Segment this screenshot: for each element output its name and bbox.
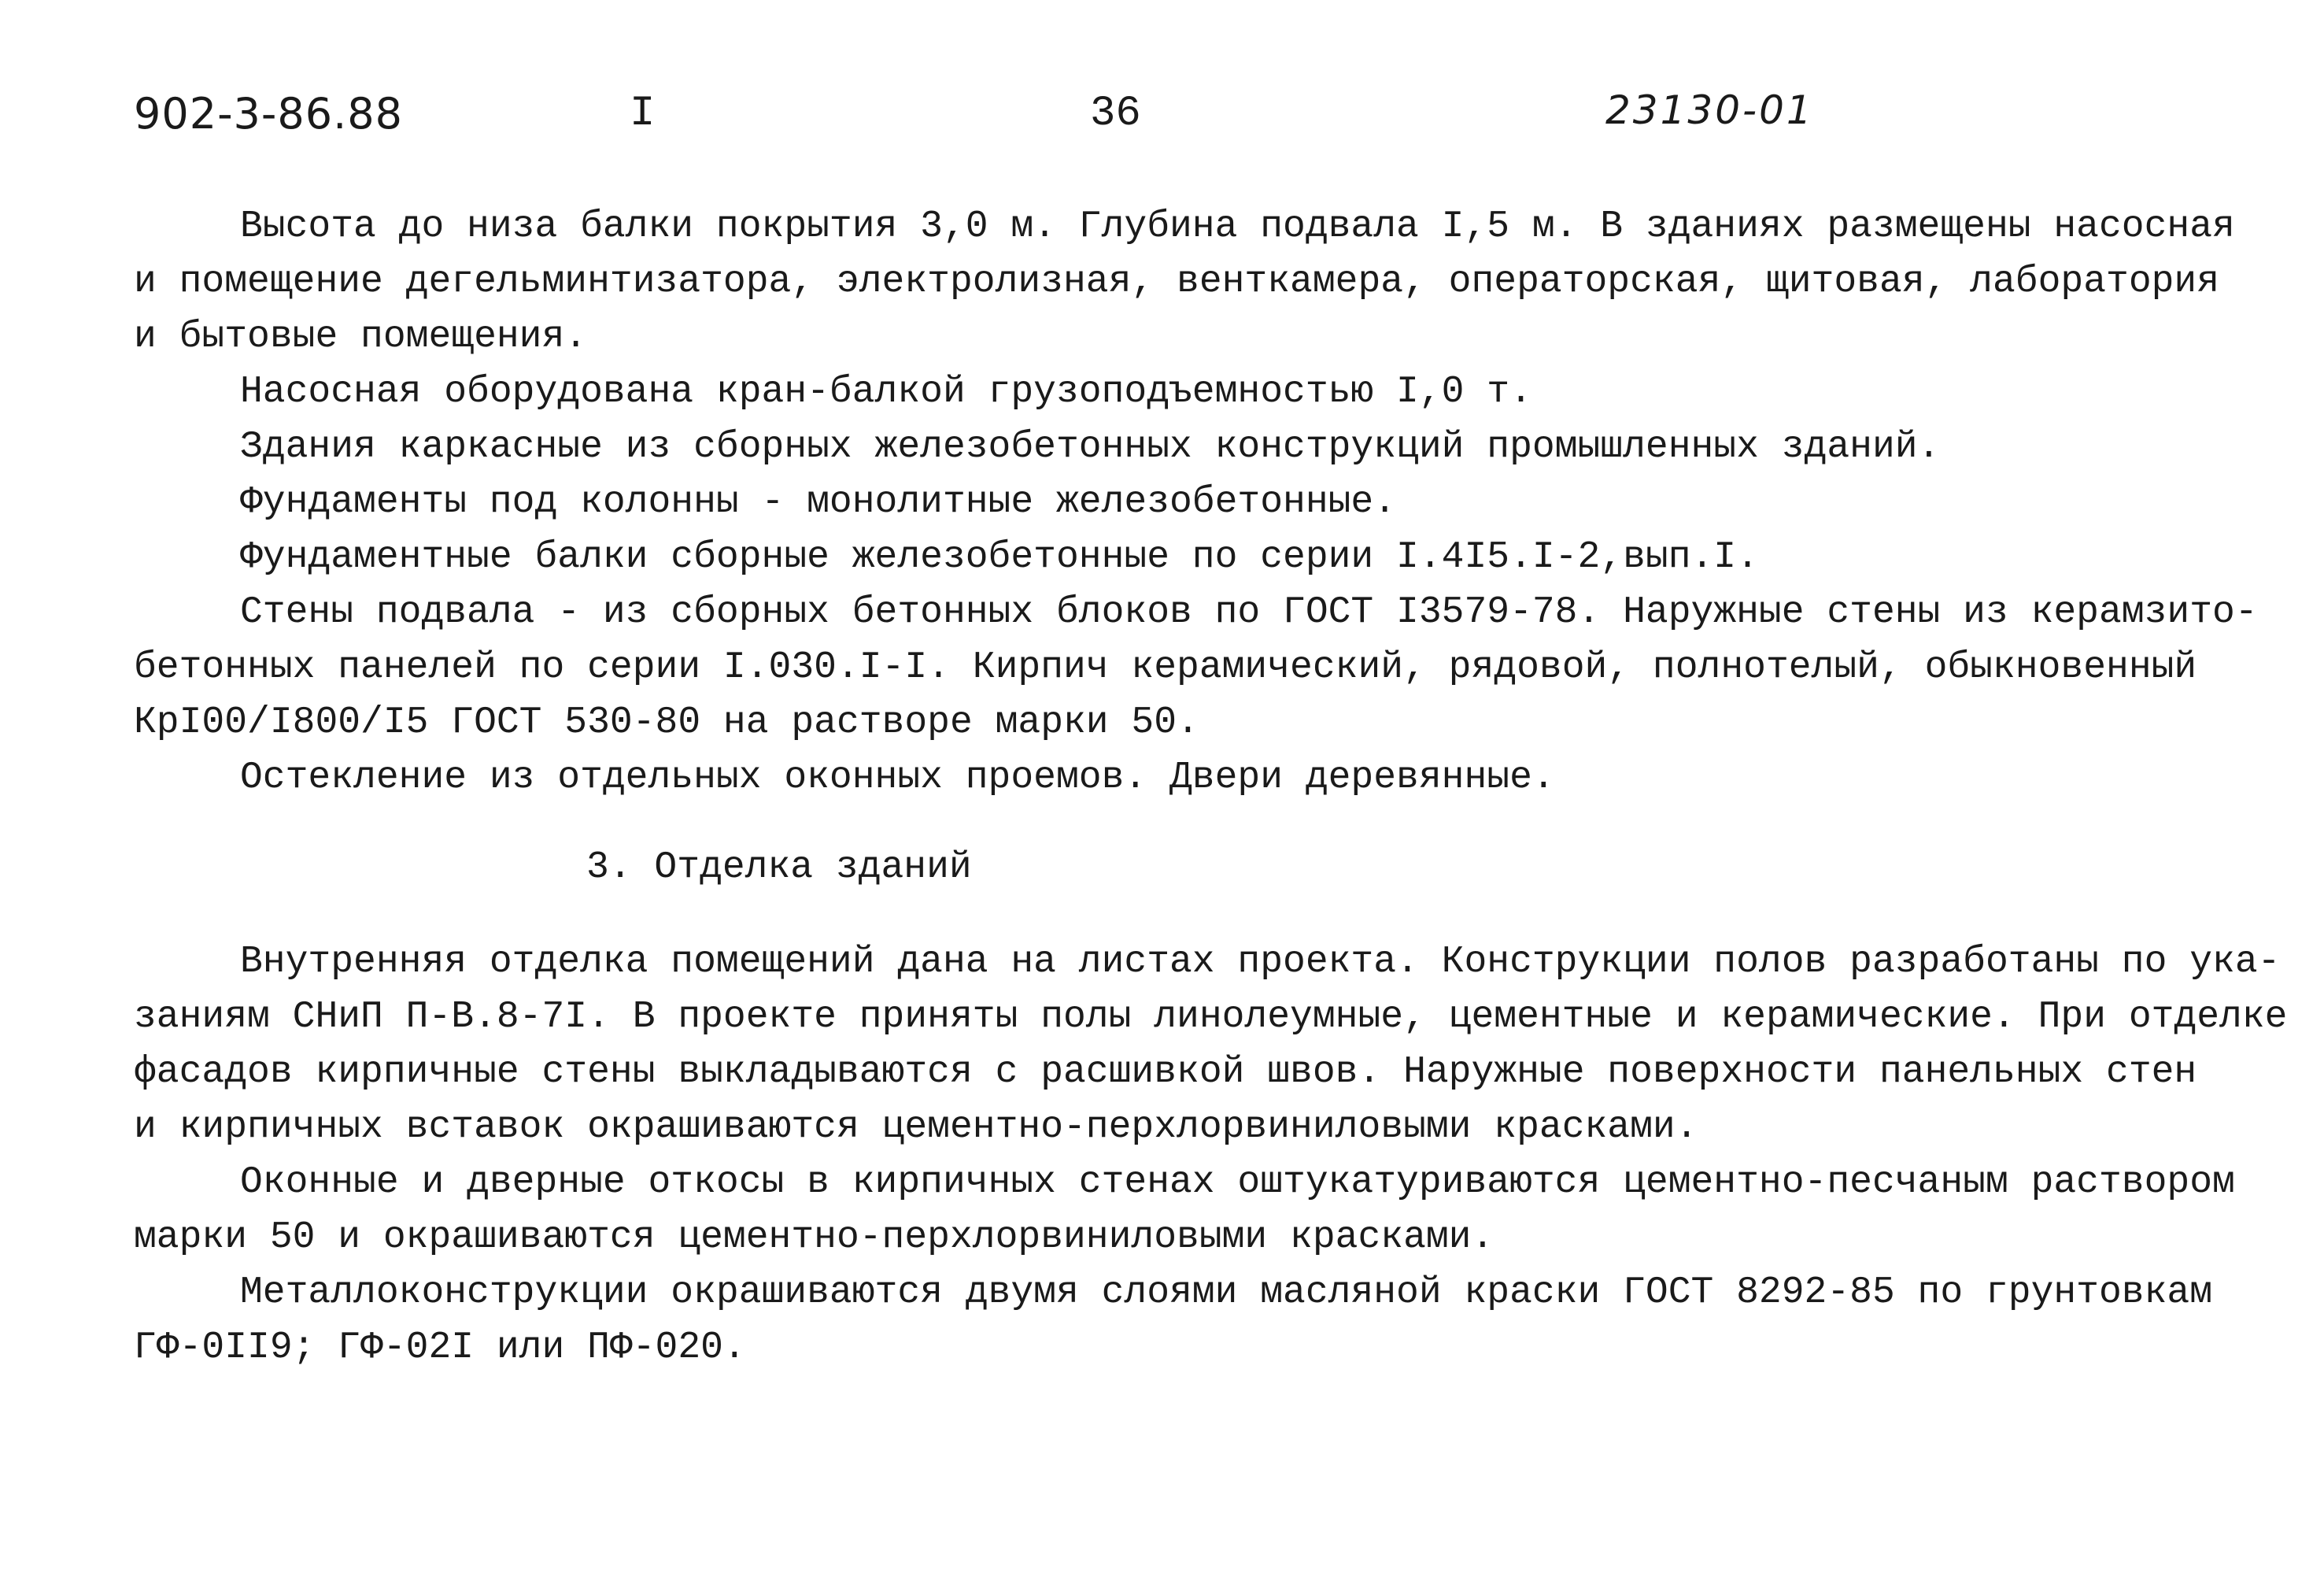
paragraph-line: Насосная оборудована кран-балкой грузоподъемностью I,0 т. — [240, 371, 1532, 413]
paragraph-line: и кирпичных вставок окрашиваются цементно-перхлорвиниловыми красками. — [134, 1106, 1698, 1149]
paragraph-line: Остекление из отдельных оконных проемов. Двери деревянные. — [240, 757, 1555, 799]
sheet-number: I — [630, 90, 656, 138]
paragraph-line: марки 50 и окрашиваются цементно-перхлорвиниловыми красками. — [134, 1216, 1495, 1259]
paragraph-line: Высота до низа балки покрытия 3,0 м. Глубина подвала I,5 м. В зданиях размещены насосная — [240, 205, 2235, 248]
page-number: 36 — [1090, 90, 1141, 138]
paragraph-line: ГФ-0II9; ГФ-02I или ПФ-020. — [134, 1327, 746, 1369]
paragraph-line: Оконные и дверные откосы в кирпичных стенах оштукатуриваются цементно-песчаным раствором — [240, 1161, 2235, 1204]
paragraph-line: и бытовые помещения. — [134, 316, 588, 358]
handwritten-archive-code: 23130-01 — [1605, 87, 1814, 133]
paragraph-line: Металлоконструкции окрашиваются двумя слоями масляной краски ГОСТ 8292-85 по грунтовкам — [240, 1271, 2213, 1314]
paragraph-line: Фундаментные балки сборные железобетонные по серии I.4I5.I-2,вып.I. — [240, 536, 1759, 579]
paragraph-line: Стены подвала - из сборных бетонных блоков по ГОСТ I3579-78. Наружные стены из керамзито- — [240, 591, 2258, 634]
paragraph-line: фасадов кирпичные стены выкладываются с расшивкой швов. Наружные поверхности панельных стен — [134, 1051, 2197, 1093]
paragraph-line: и помещение дегельминтизатора, электролизная, венткамера, операторская, щитовая, лаборатория — [134, 261, 2220, 303]
paragraph-line: Внутренняя отделка помещений дана на листах проекта. Конструкции полов разработаны по ука- — [240, 941, 2281, 983]
paragraph-line: КрI00/I800/I5 ГОСТ 530-80 на растворе марки 50. — [134, 701, 1199, 744]
document-code: 902-3-86.88 — [134, 89, 403, 139]
paragraph-line: Фундаменты под колонны - монолитные железобетонные. — [240, 481, 1397, 524]
paragraph-line: бетонных панелей по серии I.030.I-I. Кирпич керамический, рядовой, полнотелый, обыкновенный — [134, 646, 2197, 689]
section-heading: 3. Отделка зданий — [586, 846, 972, 889]
paragraph-line: Здания каркасные из сборных железобетонных конструкций промышленных зданий. — [240, 426, 1941, 468]
paragraph-line: заниям СНиП П-В.8-7I. В проекте приняты полы линолеумные, цементные и керамические. При отделке — [134, 996, 2288, 1038]
